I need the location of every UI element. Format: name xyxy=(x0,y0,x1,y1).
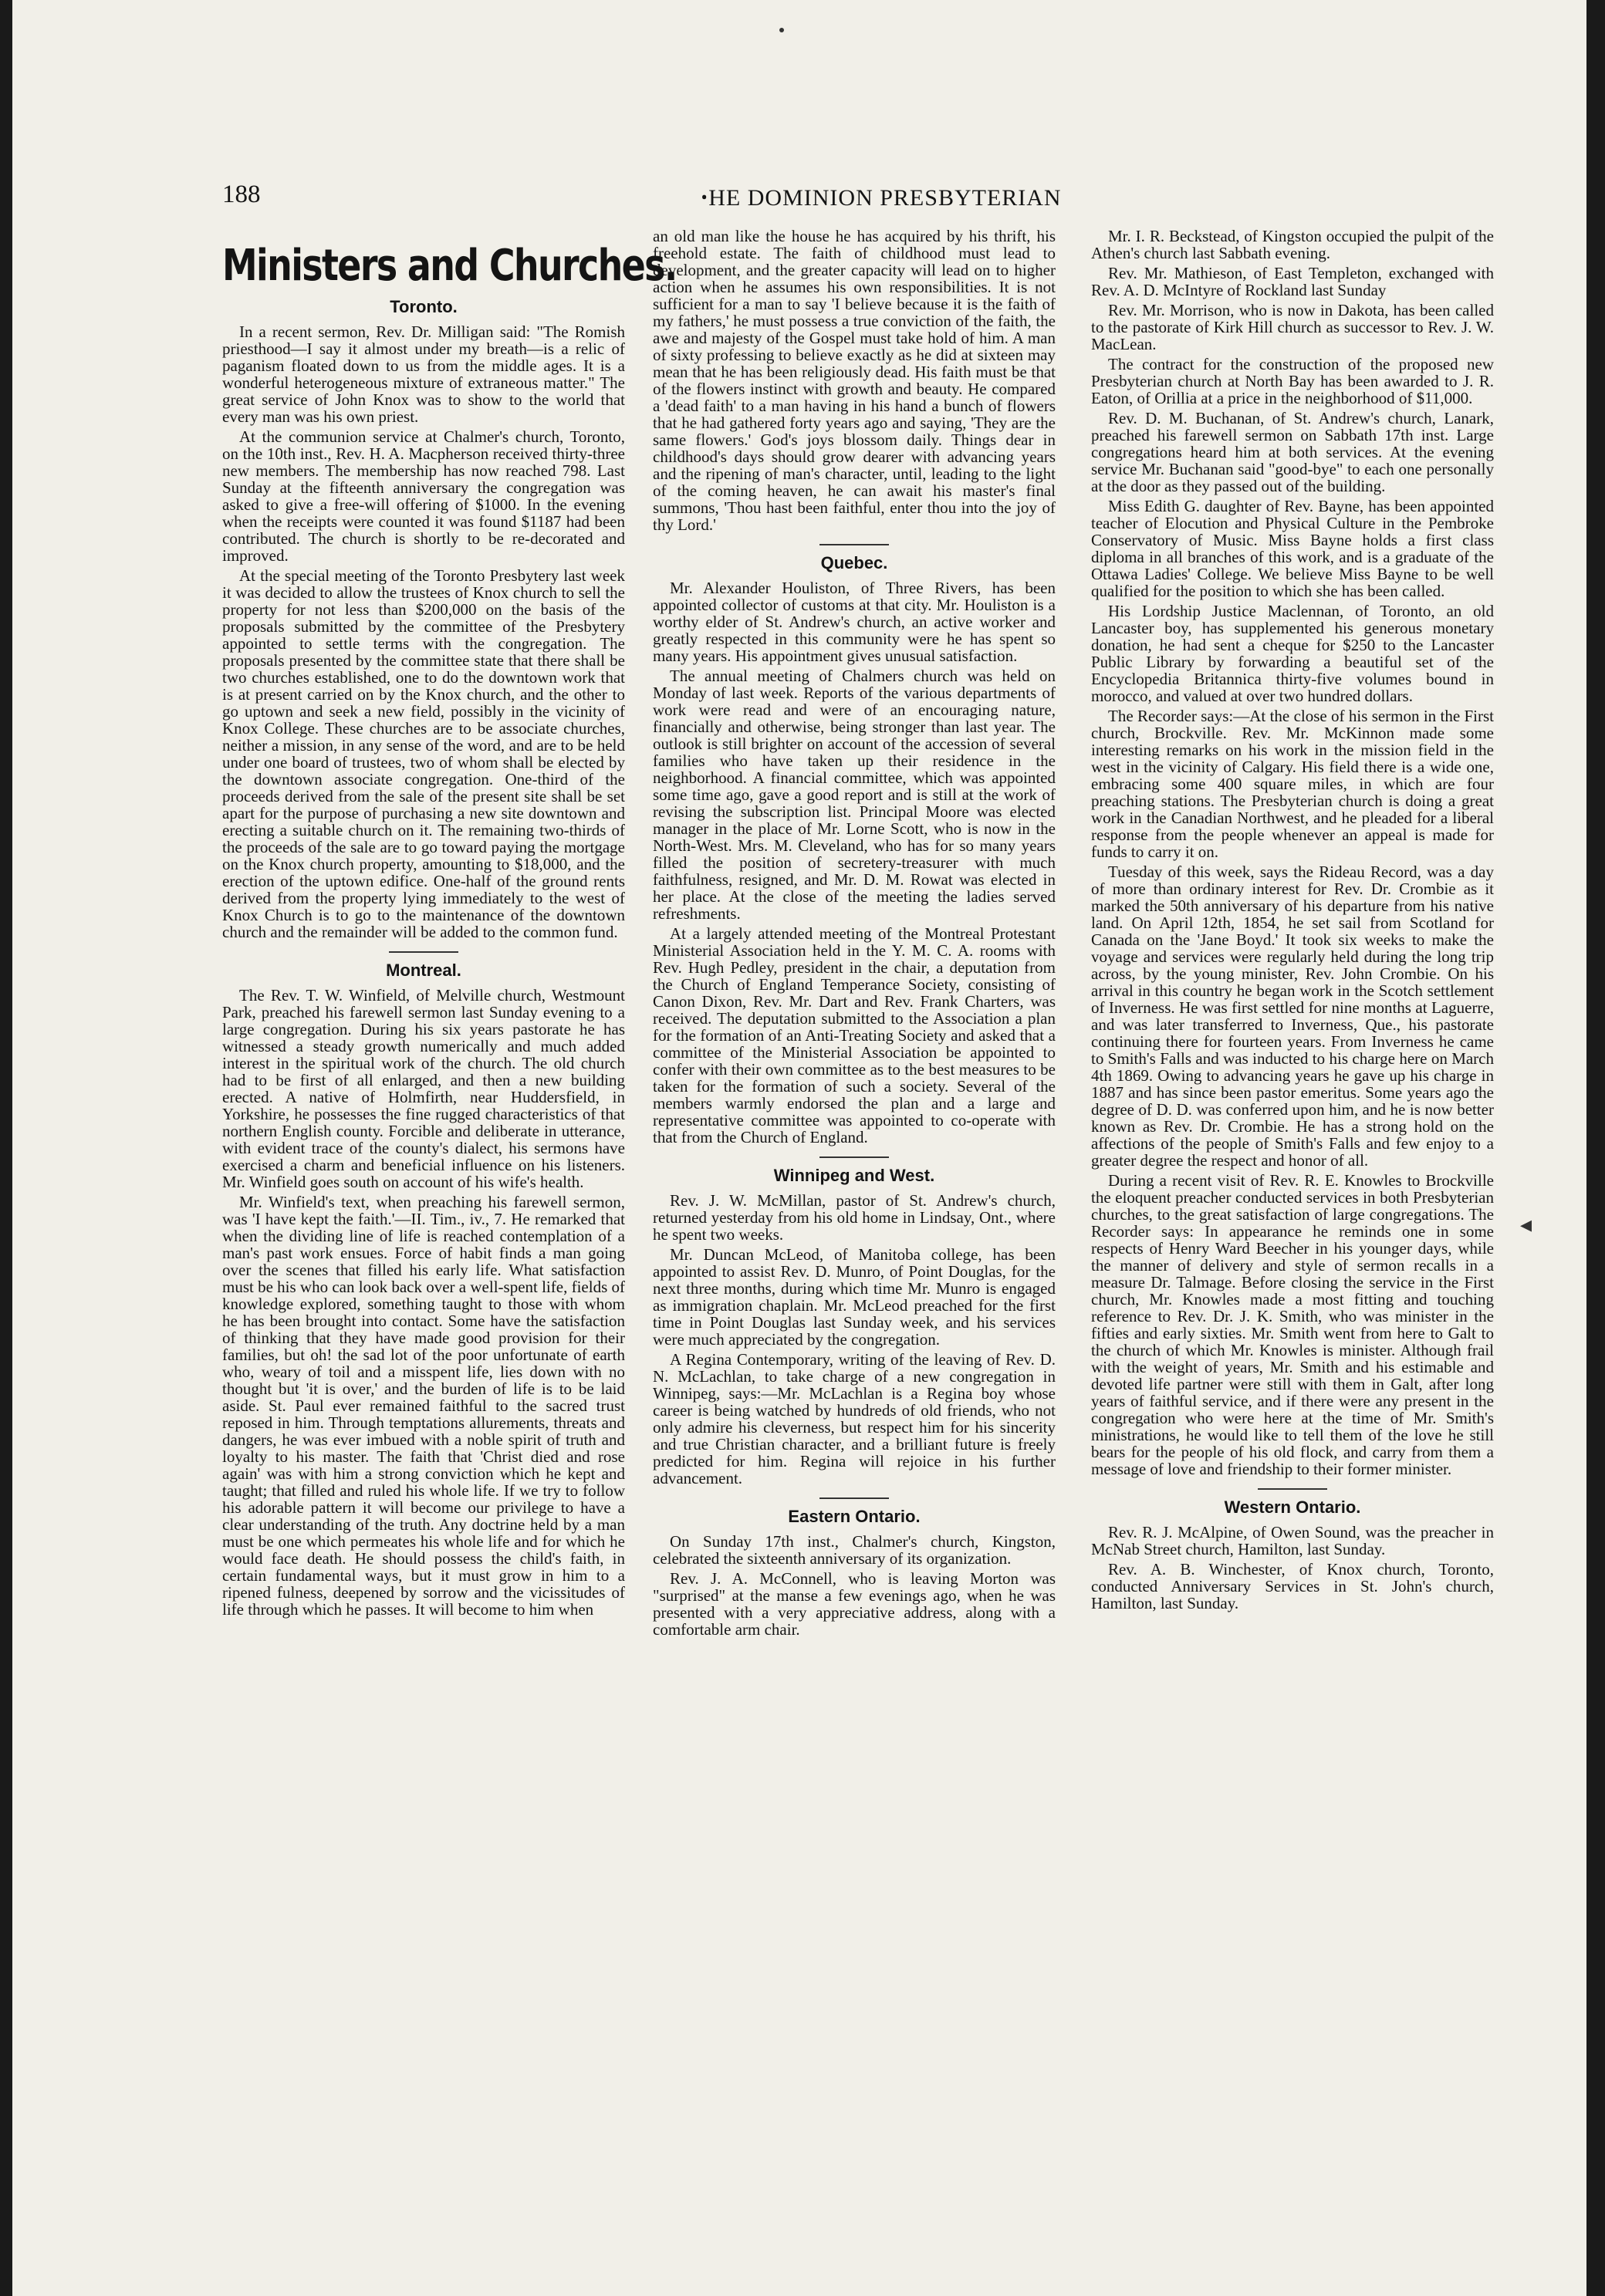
section-divider xyxy=(389,951,458,953)
column-1 xyxy=(222,228,677,1621)
section-heading-montreal: Montreal. xyxy=(386,961,461,980)
paragraph: Mr. I. R. Beckstead, of Kingston occupied the pulpit of the Athen's church last Sabbath evening. xyxy=(1091,227,1494,262)
scan-speck xyxy=(779,28,784,32)
paragraph: Mr. Winfield's text, when preaching his farewell sermon, was 'I have kept the faith.'—II. Tim., iv., 7. He remarked that when the dividing line of life is reached contemplation of a man's past work ensues. Force of habit finds a man going over the scenes that filled his early life. What satisfaction must be his who can look back over a well-spent life, fields of knowledge explored, something taught to those with whom he has been brought into contact. Some have the satisfaction of thinking that they have made good provision for their families, but oh! the sad lot of the poor unfortunate of earth who, weary of toil and a misspent life, lies down with no thought but 'it is over,' and the burden of life is to be laid aside. St. Paul ever remained faithful to the sacred trust reposed in him. Through temptations allurements, threats and dangers, he was ever imbued with a noble spirit of truth and loyalty to his master. The faith that 'Christ died and rose again' was with him a strong conviction which he kept and taught; that filled and ruled his whole life. If we try to follow his adorable pattern it will become our privilege to have a clear understanding of the truth. Any doctrine held by a man must be one which permeates his whole life and for which he would face death. He should possess the child's faith, in certain fundamental ways, but it must grow in him to a ripened fulness, deepened by sorrow and the vicissitudes of life through which he passes. It will become to him when xyxy=(222,1193,625,1619)
section-heading-winnipeg: Winnipeg and West. xyxy=(773,1166,935,1185)
section-divider xyxy=(819,544,889,545)
scan-edge-right xyxy=(1586,0,1605,2296)
paragraph: Tuesday of this week, says the Rideau Record, was a day of more than ordinary interest for Rev. Dr. Crombie as it marked the 50th anniversary of his departure from his native land. On April 12th, 1854, he set sail from Scotland for Canada on the 'Jane Boyd.' It took six weeks to make the voyage and services were regularly held during the long trip across, by the young minister, Rev. John Crombie. On his arrival in this country he began work in the Scotch settlement of Inverness. He was first settled for nine months at Laguerre, and was later transferred to Inverness, Que., his pastorate continuing there for fourteen years. From Inverness he came to Smith's Falls and was inducted to his charge here on March 4th 1869. Owing to advancing years he gave up his charge in 1887 and has since been pastor emeritus. Some years ago the degree of D. D. was conferred upon him, and he is now better known as Rev. Dr. Crombie. He has a strong hold on the affections of the people of Smith's Falls and few enjoy to a greater degree the respect and honor of all. xyxy=(1091,863,1494,1170)
scan-edge-left xyxy=(0,0,12,2296)
paragraph: The Recorder says:—At the close of his sermon in the First church, Brockville. Rev. Mr. McKinnon made some interesting remarks on his work in the mission field in the west in the vicinity of Calgary. His field there is a wide one, embracing some 400 square miles, in which are four preaching stations. The Presbyterian church is doing a great work in the Canadian Northwest, and he pleaded for a liberal response from the people whenever an appeal is made for funds to carry it on. xyxy=(1091,707,1494,861)
section-divider xyxy=(819,1497,889,1499)
paragraph: Mr. Duncan McLeod, of Manitoba college, has been appointed to assist Rev. D. Munro, of Point Douglas, for the next three months, during which time Mr. Munro is engaged as immigration chaplain. Mr. McLeod preached for the first time in Point Douglas last Sunday week, and his services were much appreciated by the congregation. xyxy=(653,1245,1056,1349)
paragraph: Rev. J. W. McMillan, pastor of St. Andrew's church, returned yesterday from his old home in Lindsay, Ont., where he spent two weeks. xyxy=(653,1191,1056,1244)
scan-margin-mark-icon: ◂ xyxy=(1520,1212,1532,1237)
section-heading-quebec: Quebec. xyxy=(820,553,888,572)
paragraph: Rev. Mr. Morrison, who is now in Dakota, has been called to the pastorate of Kirk Hill church as successor to Rev. J. W. MacLean. xyxy=(1091,301,1494,353)
paragraph: The annual meeting of Chalmers church was held on Monday of last week. Reports of the various departments of work were read and were of an encouraging nature, financially and otherwise, being stronger than last year. The outlook is still brighter on account of the accession of several families who have taken up their residence in the neighborhood. A financial committee, which was appointed some time ago, gave a good report and is still at the work of revising the subscription list. Principal Moore was elected manager in the place of Mr. Lorne Scott, who is now in the North-West. Mrs. M. Cleveland, who has for so many years filled the position of secretery-treasurer with much faithfulness, resigned, and Mr. D. M. Rowat was elected in her place. At the close of the meeting the ladies served refreshments. xyxy=(653,667,1056,923)
running-head: ꞏHE DOMINION PRESBYTERIAN xyxy=(701,185,1062,211)
page-number: 188 xyxy=(222,181,261,208)
paragraph: Rev. D. M. Buchanan, of St. Andrew's church, Lanark, preached his farewell sermon on Sabbath 17th inst. Large congregations heard him at both services. At the evening service Mr. Buchanan said "good-bye" to each one personally at the door as they passed out of the building. xyxy=(1091,409,1494,495)
section-heading-toronto: Toronto. xyxy=(390,297,458,316)
section-divider xyxy=(1258,1488,1327,1490)
section-divider xyxy=(819,1156,889,1158)
section-heading-eastern-ontario: Eastern Ontario. xyxy=(788,1507,921,1526)
paragraph: His Lordship Justice Maclennan, of Toronto, an old Lancaster boy, has supplemented his generous monetary donation, he had sent a cheque for $250 to the Lancaster Public Library by forwarding a beautiful set of the Encyclopedia Britannica thirty-five volumes bound in morocco, and valued at over two hundred dollars. xyxy=(1091,602,1494,705)
column-3 xyxy=(1091,228,1494,1615)
article-columns xyxy=(222,228,1503,2234)
paragraph: Rev. R. J. McAlpine, of Owen Sound, was the preacher in McNab Street church, Hamilton, last Sunday. xyxy=(1091,1523,1494,1558)
paragraph: During a recent visit of Rev. R. E. Knowles to Brockville the eloquent preacher conducted services in both Presbyterian churches, to the great satisfaction of large congregations. The Recorder says: In appearance he reminds one in some respects of Henry Ward Beecher in his younger days, while the manner of delivery and style of sermon recalls in a measure Dr. Talmage. Before closing the service in the First church, Mr. Knowles made a most fitting and touching reference to Rev. Dr. J. K. Smith, who was minister in the fifties and early sixties. Mr. Smith went from here to Galt to the church of which Mr. Knowles is minister. Although frail with the weight of years, Mr. Smith and his estimable and devoted life partner were still with them in Galt, after long years of faithful service, and if there were any present in the congregation who were here at the time of Mr. Smith's ministrations, he would like to tell them of the love he still bears for the people of his old flock, and carry from them a message of love and friendship to their former minister. xyxy=(1091,1171,1494,1478)
paragraph: A Regina Contemporary, writing of the leaving of Rev. D. N. McLachlan, to take charge of a new congregation in Winnipeg, says:—Mr. McLachlan is a Regina boy whose career is being watched by hundreds of old friends, who not only admire his cleverness, but respect him for his sincerity and true Christian character, and a brilliant future is freely predicted for him. Regina will rejoice in his further advancement. xyxy=(653,1350,1056,1487)
paragraph: Rev. J. A. McConnell, who is leaving Morton was "surprised" at the manse a few evenings ago, when he was presented with a very appreciative address, along with a comfortable arm chair. xyxy=(653,1569,1056,1639)
section-heading-western-ontario: Western Ontario. xyxy=(1224,1497,1361,1517)
paragraph: Rev. Mr. Mathieson, of East Templeton, exchanged with Rev. A. D. McIntyre of Rockland last Sunday xyxy=(1091,264,1494,299)
masthead-title: Ministers and Churches. xyxy=(222,241,677,291)
paragraph: At the special meeting of the Toronto Presbytery last week it was decided to allow the trustees of Knox church to sell the property for not less than $200,000 on the basis of the proposals submitted by the committee of the Presbytery appointed to settle terms with the congregation. The proposals presented by the committee state that there shall be two churches established, one to do the downtown work that is at present carried on by the Knox church, and the other to go uptown and seek a new field, possibly in the vicinity of Knox College. These churches are to be associate churches, neither a mission, in any sense of the word, and are to be held under one board of trustees, two of whom shall be elected by the downtown associate congregation. One-third of the proceeds derived from the sale of the present site shall be set apart for the purpose of purchasing a new site downtown and erecting a suitable church on it. The remaining two-thirds of the proceeds of the sale are to go toward paying the mortgage on the Knox church property, amounting to $18,000, and the erection of the uptown edifice. One-half of the ground rents derived from the property lying immediately to the west of Knox Church is to go to the maintenance of the downtown church and the remainder will be added to the common fund. xyxy=(222,566,625,941)
paragraph: On Sunday 17th inst., Chalmer's church, Kingston, celebrated the sixteenth anniversary of its organization. xyxy=(653,1532,1056,1568)
paragraph: At the communion service at Chalmer's church, Toronto, on the 10th inst., Rev. H. A. Macpherson received thirty-three new members. The membership has now reached 798. Last Sunday at the fifteenth anniversary the congregation was asked to give a free-will offering of $1000. In the evening when the receipts were counted it was found $1187 had been contributed. The church is shortly to be re-decorated and improved. xyxy=(222,427,625,565)
column-2 xyxy=(653,228,1056,1641)
paragraph: The contract for the construction of the proposed new Presbyterian church at North Bay has been awarded to J. R. Eaton, of Orillia at a price in the neighborhood of $11,000. xyxy=(1091,355,1494,407)
paragraph: The Rev. T. W. Winfield, of Melville church, Westmount Park, preached his farewell sermon last Sunday evening to a large congregation. During his six years pastorate he has witnessed a steady growth numerically and much added interest in the spiritual work of the church. The old church had to be first of all enlarged, and then a new building erected. A native of Holmfirth, near Huddersfield, in Yorkshire, he possesses the fine rugged characteristics of that northern English county. Forcible and deliberate in utterance, with evident trace of the county's dialect, his sermons have exercised a charm and beneficial influence on his listeners. Mr. Winfield goes south on account of his wife's health. xyxy=(222,986,625,1191)
paragraph: an old man like the house he has acquired by his thrift, his freehold estate. The faith of childhood must lead to development, and the greater capacity will lead on to higher action when he assumes his own responsibilities. It is not sufficient for a man to say 'I believe because it is the faith of my fathers,' he must possess a true conviction of the faith, the awe and majesty of the Gospel must take hold of him. A man of sixty professing to believe exactly as he did at sixteen may mean that he has been religiously dead. His faith must be that of the flowers instinct with growth and beauty. He compared a 'dead faith' to a man having in his hand a bunch of flowers that he had gathered forty years ago and saying, 'They are the same flowers.' God's joys blossom daily. Things dear in childhood's days should grow dearer with advancing years and the ripening of man's character, until, leading to the light of the coming heaven, he can await his master's final summons, 'Thou hast been faithful, enter thou into the joy of thy Lord.' xyxy=(653,227,1056,534)
paragraph: Rev. A. B. Winchester, of Knox church, Toronto, conducted Anniversary Services in St. John's church, Hamilton, last Sunday. xyxy=(1091,1560,1494,1612)
paragraph: In a recent sermon, Rev. Dr. Milligan said: "The Romish priesthood—I say it almost under my breath—is a relic of paganism floated down to us from the middle ages. It is a wonderful heterogeneous mixture of extraneous matter." The great service of John Knox was to show to the world that every man was his own priest. xyxy=(222,322,625,426)
paragraph: At a largely attended meeting of the Montreal Protestant Ministerial Association held in the Y. M. C. A. rooms with Rev. Hugh Pedley, president in the chair, a deputation from the Church of England Temperance Society, consisting of Canon Dixon, Rev. Mr. Dart and Rev. Frank Charters, was received. The deputation submitted to the Association a plan for the formation of an Anti-Treating Society and asked that a committee of the Ministerial Association be appointed to confer with their own committee as to the best measures to be taken for the formation of such a society. Several of the members warmly endorsed the plan and a large and representative committee was appointed to co-operate with that from the Church of England. xyxy=(653,924,1056,1146)
paragraph: Miss Edith G. daughter of Rev. Bayne, has been appointed teacher of Elocution and Physical Culture in the Pembroke Conservatory of Music. Miss Bayne holds a first class diploma in all branches of this work, and is a graduate of the Ottawa Ladies' College. We believe Miss Bayne to be well qualified for the position to which she has been called. xyxy=(1091,497,1494,600)
page-header xyxy=(222,181,1503,227)
paragraph: Mr. Alexander Houliston, of Three Rivers, has been appointed collector of customs at that city. Mr. Houliston is a worthy elder of St. Andrew's church, an active worker and greatly respected in this community were he has spent so many years. His appointment gives unusual satisfaction. xyxy=(653,579,1056,665)
